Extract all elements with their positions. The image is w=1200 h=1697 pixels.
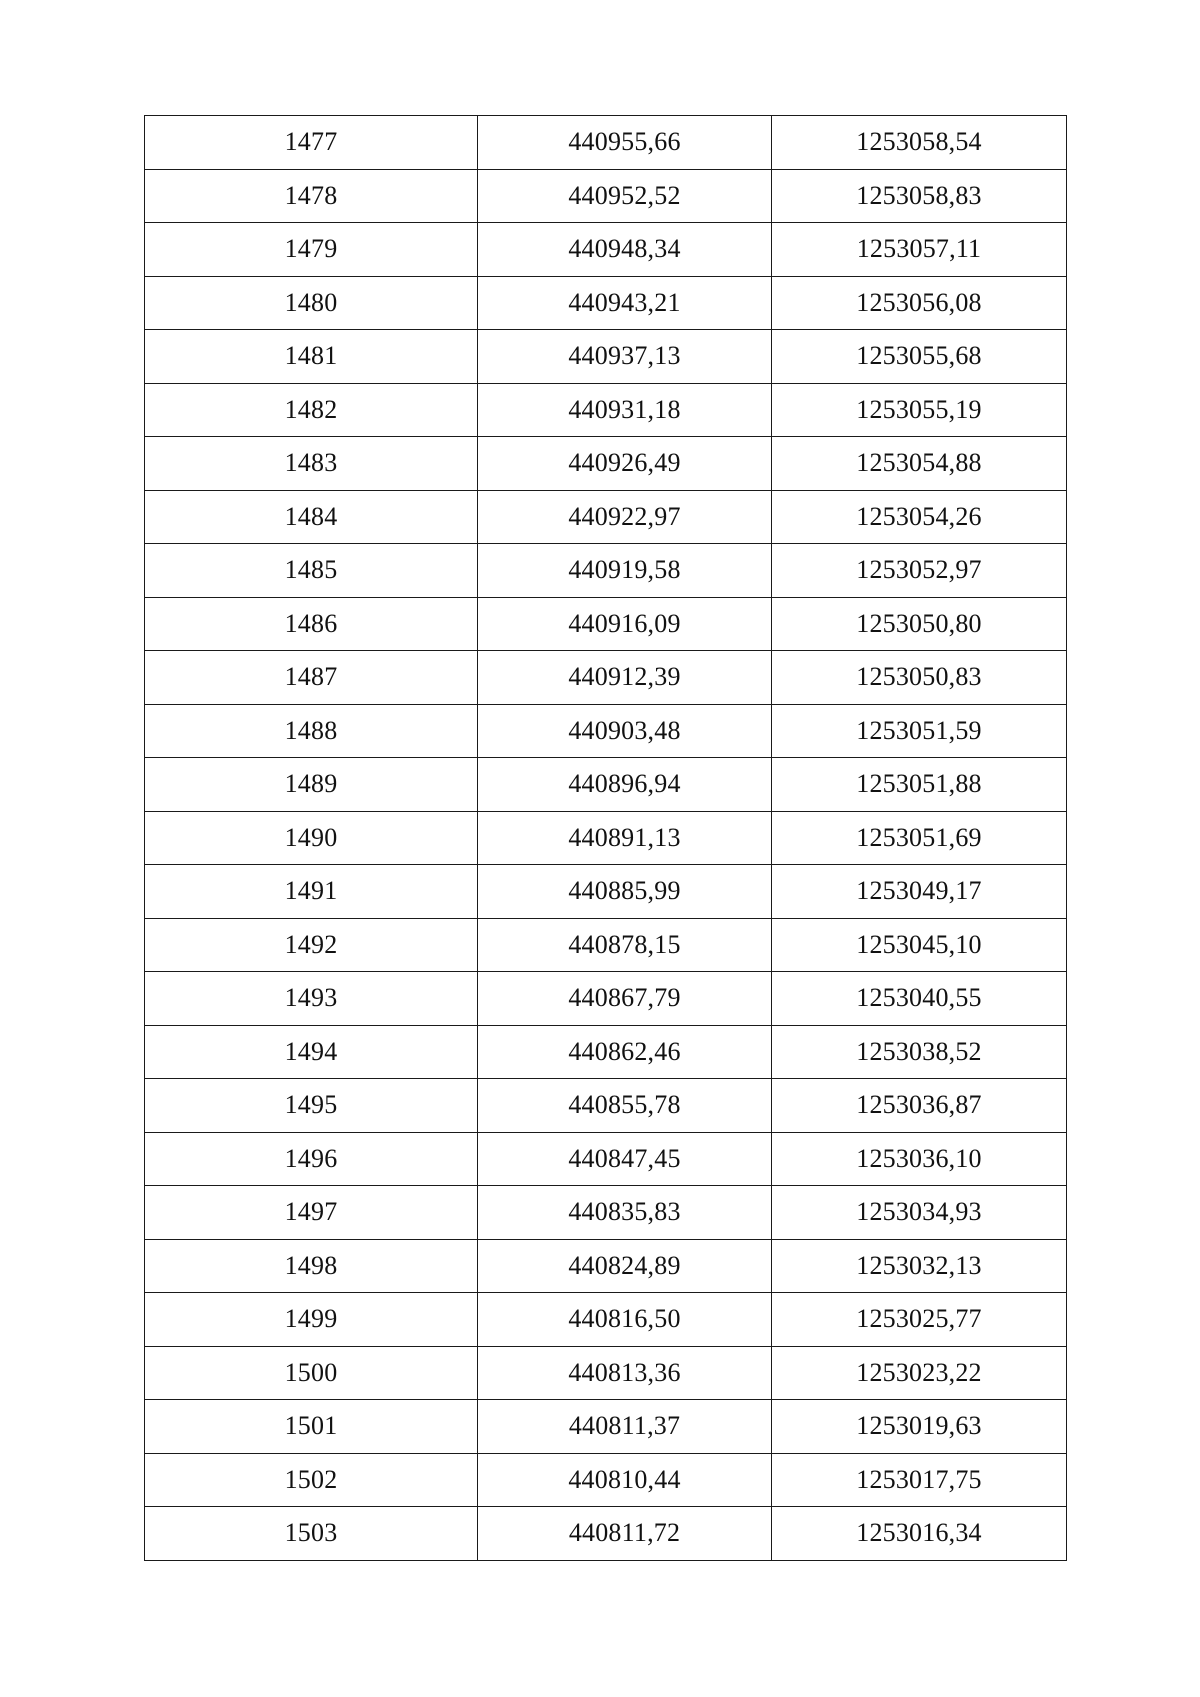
table-row — [145, 651, 1067, 705]
point-number-cell: 1492 — [145, 918, 478, 972]
point-number-cell: 1490 — [145, 811, 478, 865]
table-row — [145, 544, 1067, 598]
x-coordinate-cell: 440855,78 — [478, 1079, 772, 1133]
point-number-cell: 1484 — [145, 490, 478, 544]
point-number-cell: 1503 — [145, 1507, 478, 1561]
table-row — [145, 597, 1067, 651]
x-coordinate-cell: 440835,83 — [478, 1186, 772, 1240]
x-coordinate-cell: 440955,66 — [478, 116, 772, 170]
point-number-cell: 1483 — [145, 437, 478, 491]
y-coordinate-cell: 1253055,68 — [772, 330, 1067, 384]
point-number-cell: 1501 — [145, 1400, 478, 1454]
x-coordinate-cell: 440810,44 — [478, 1453, 772, 1507]
coordinates-table-body — [145, 116, 1067, 1561]
y-coordinate-cell: 1253038,52 — [772, 1025, 1067, 1079]
y-coordinate-cell: 1253040,55 — [772, 972, 1067, 1026]
y-coordinate-cell: 1253034,93 — [772, 1186, 1067, 1240]
point-number-cell: 1488 — [145, 704, 478, 758]
point-number-cell: 1495 — [145, 1079, 478, 1133]
y-coordinate-cell: 1253036,87 — [772, 1079, 1067, 1133]
x-coordinate-cell: 440912,39 — [478, 651, 772, 705]
x-coordinate-cell: 440931,18 — [478, 383, 772, 437]
point-number-cell: 1493 — [145, 972, 478, 1026]
table-row — [145, 1239, 1067, 1293]
point-number-cell: 1489 — [145, 758, 478, 812]
table-row — [145, 758, 1067, 812]
y-coordinate-cell: 1253036,10 — [772, 1132, 1067, 1186]
x-coordinate-cell: 440903,48 — [478, 704, 772, 758]
y-coordinate-cell: 1253023,22 — [772, 1346, 1067, 1400]
point-number-cell: 1480 — [145, 276, 478, 330]
table-row — [145, 116, 1067, 170]
point-number-cell: 1496 — [145, 1132, 478, 1186]
x-coordinate-cell: 440891,13 — [478, 811, 772, 865]
table-row — [145, 490, 1067, 544]
y-coordinate-cell: 1253056,08 — [772, 276, 1067, 330]
y-coordinate-cell: 1253032,13 — [772, 1239, 1067, 1293]
x-coordinate-cell: 440878,15 — [478, 918, 772, 972]
point-number-cell: 1499 — [145, 1293, 478, 1347]
x-coordinate-cell: 440937,13 — [478, 330, 772, 384]
y-coordinate-cell: 1253055,19 — [772, 383, 1067, 437]
x-coordinate-cell: 440867,79 — [478, 972, 772, 1026]
y-coordinate-cell: 1253025,77 — [772, 1293, 1067, 1347]
x-coordinate-cell: 440943,21 — [478, 276, 772, 330]
table-row — [145, 704, 1067, 758]
y-coordinate-cell: 1253054,26 — [772, 490, 1067, 544]
table-row — [145, 972, 1067, 1026]
point-number-cell: 1485 — [145, 544, 478, 598]
y-coordinate-cell: 1253051,88 — [772, 758, 1067, 812]
y-coordinate-cell: 1253050,83 — [772, 651, 1067, 705]
y-coordinate-cell: 1253019,63 — [772, 1400, 1067, 1454]
coordinates-table — [144, 115, 1067, 1561]
y-coordinate-cell: 1253017,75 — [772, 1453, 1067, 1507]
y-coordinate-cell: 1253058,83 — [772, 169, 1067, 223]
y-coordinate-cell: 1253016,34 — [772, 1507, 1067, 1561]
table-row — [145, 1293, 1067, 1347]
y-coordinate-cell: 1253051,69 — [772, 811, 1067, 865]
x-coordinate-cell: 440896,94 — [478, 758, 772, 812]
x-coordinate-cell: 440862,46 — [478, 1025, 772, 1079]
point-number-cell: 1498 — [145, 1239, 478, 1293]
point-number-cell: 1482 — [145, 383, 478, 437]
y-coordinate-cell: 1253045,10 — [772, 918, 1067, 972]
table-row — [145, 865, 1067, 919]
point-number-cell: 1481 — [145, 330, 478, 384]
x-coordinate-cell: 440922,97 — [478, 490, 772, 544]
table-row — [145, 1346, 1067, 1400]
table-row — [145, 918, 1067, 972]
x-coordinate-cell: 440816,50 — [478, 1293, 772, 1347]
point-number-cell: 1491 — [145, 865, 478, 919]
y-coordinate-cell: 1253057,11 — [772, 223, 1067, 277]
table-row — [145, 1400, 1067, 1454]
table-row — [145, 276, 1067, 330]
x-coordinate-cell: 440926,49 — [478, 437, 772, 491]
point-number-cell: 1487 — [145, 651, 478, 705]
table-row — [145, 1507, 1067, 1561]
table-row — [145, 1132, 1067, 1186]
x-coordinate-cell: 440952,52 — [478, 169, 772, 223]
y-coordinate-cell: 1253052,97 — [772, 544, 1067, 598]
x-coordinate-cell: 440919,58 — [478, 544, 772, 598]
table-row — [145, 811, 1067, 865]
table-row — [145, 1025, 1067, 1079]
point-number-cell: 1497 — [145, 1186, 478, 1240]
table-row — [145, 169, 1067, 223]
point-number-cell: 1477 — [145, 116, 478, 170]
x-coordinate-cell: 440811,72 — [478, 1507, 772, 1561]
x-coordinate-cell: 440813,36 — [478, 1346, 772, 1400]
y-coordinate-cell: 1253049,17 — [772, 865, 1067, 919]
point-number-cell: 1479 — [145, 223, 478, 277]
x-coordinate-cell: 440847,45 — [478, 1132, 772, 1186]
y-coordinate-cell: 1253051,59 — [772, 704, 1067, 758]
point-number-cell: 1494 — [145, 1025, 478, 1079]
y-coordinate-cell: 1253054,88 — [772, 437, 1067, 491]
table-row — [145, 437, 1067, 491]
table-row — [145, 1186, 1067, 1240]
table-row — [145, 1079, 1067, 1133]
point-number-cell: 1486 — [145, 597, 478, 651]
point-number-cell: 1500 — [145, 1346, 478, 1400]
point-number-cell: 1478 — [145, 169, 478, 223]
table-row — [145, 383, 1067, 437]
y-coordinate-cell: 1253050,80 — [772, 597, 1067, 651]
table-row — [145, 223, 1067, 277]
point-number-cell: 1502 — [145, 1453, 478, 1507]
y-coordinate-cell: 1253058,54 — [772, 116, 1067, 170]
x-coordinate-cell: 440811,37 — [478, 1400, 772, 1454]
x-coordinate-cell: 440948,34 — [478, 223, 772, 277]
x-coordinate-cell: 440885,99 — [478, 865, 772, 919]
x-coordinate-cell: 440824,89 — [478, 1239, 772, 1293]
table-row — [145, 1453, 1067, 1507]
table-row — [145, 330, 1067, 384]
x-coordinate-cell: 440916,09 — [478, 597, 772, 651]
